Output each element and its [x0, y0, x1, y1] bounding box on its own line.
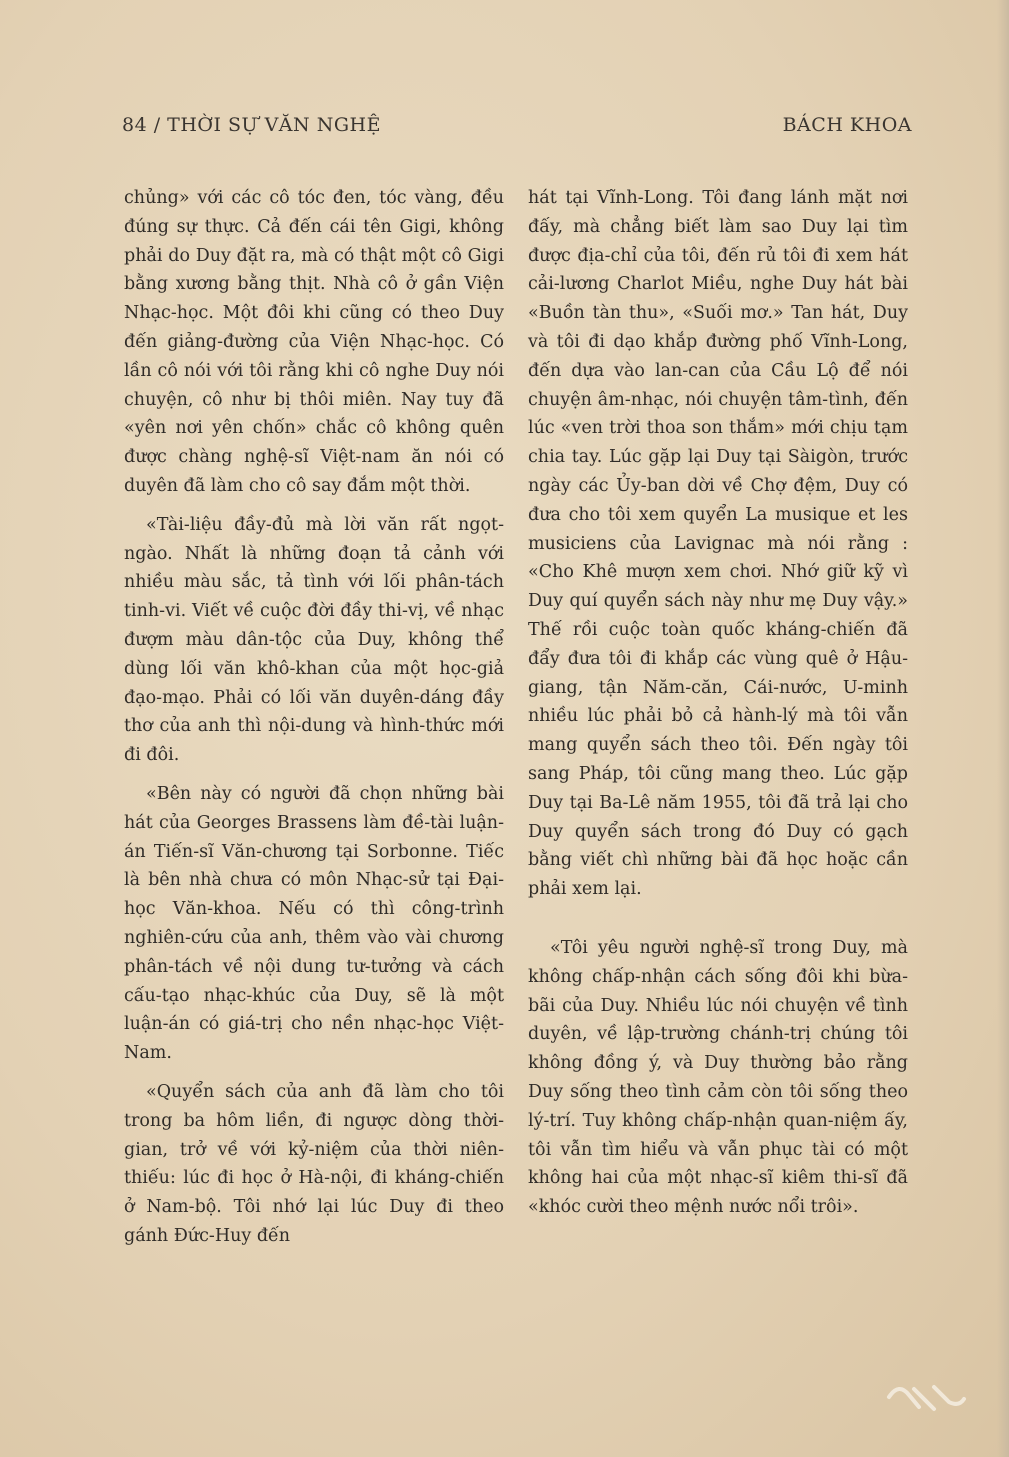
- running-header: [122, 114, 912, 146]
- page-edge: [997, 0, 1009, 1457]
- right-column: [528, 184, 908, 1222]
- paragraph: «Tài-liệu đầy-đủ mà lời văn rất ngọt-ngào. Nhất là những đoạn tả cảnh với nhiều màu sắc, tả tình với lối phân-tách tinh-vi. Viết về cuộc đời đầy thi-vị, về nhạc đượm màu dân-tộc của Duy, không thể dùng lối văn khô-khan của một học-giả đạo-mạo. Phải có lối văn duyên-dáng đầy thơ của anh thì nội-dung và hình-thức mới đi đôi.: [124, 514, 504, 766]
- paragraph: «Tôi yêu người nghệ-sĩ trong Duy, mà không chấp-nhận cách sống đôi khi bừa-bãi của Duy. Nhiều lúc nói chuyện về tình duyên, về lập-trường chánh-trị chúng tôi không đồng ý, và Duy thường bảo rằng Duy sống theo tình cảm còn tôi sống theo lý-trí. Tuy không chấp-nhận quan-niệm ấy, tôi vẫn tìm hiểu và vẫn phục tài có một không hai của một nhạc-sĩ kiêm thi-sĩ đã «khóc cười theo mệnh nước nổi trôi».: [528, 937, 908, 1218]
- paragraph: chủng» với các cô tóc đen, tóc vàng, đều đúng sự thực. Cả đến cái tên Gigi, không phải do Duy đặt ra, mà có thật một cô Gigi bằng xương bằng thịt. Nhà cô ở gần Viện Nhạc-học. Một đôi khi cũng có theo Duy đến giảng-đường của Viện Nhạc-học. Có lần cô nói với tôi rằng khi cô nghe Duy nói chuyện, cô như bị thôi miên. Nay tuy đã «yên nơi yên chốn» chắc cô không quên được chàng nghệ-sĩ Việt-nam ăn nói có duyên đã làm cho cô say đắm một thời.: [124, 188, 504, 496]
- page-number-section-title: 84 / THỜI SỰ VĂN NGHỆ: [122, 114, 381, 136]
- magazine-title: BÁCH KHOA: [782, 114, 912, 136]
- left-column: [124, 184, 504, 1251]
- paragraph: «Quyển sách của anh đã làm cho tôi trong ba hôm liền, đi ngược dòng thời-gian, trở về với kỷ-niệm của thời niên-thiếu: lúc đi học ở Hà-nội, đi kháng-chiến ở Nam-bộ. Tôi nhớ lại lúc Duy đi theo gánh Đức-Huy đến: [124, 1081, 504, 1246]
- paragraph: hát tại Vĩnh-Long. Tôi đang lánh mặt nơi đấy, mà chẳng biết làm sao Duy lại tìm được địa-chỉ của tôi, đến rủ tôi đi xem hát cải-lương Charlot Miều, nghe Duy hát bài «Buồn tàn thu», «Suối mơ.» Tan hát, Duy và tôi đi dạo khắp đường phố Vĩnh-Long, đến dựa vào lan-can của Cầu Lộ để nói chuyện âm-nhạc, nói chuyện tâm-tình, đến lúc «ven trời thoa son thắm» mới chịu tạm chia tay. Lúc gặp lại Duy tại Sàigòn, trước ngày các Ủy-ban dời về Chợ đệm, Duy có đưa cho tôi xem quyển La musique et les musiciens của Lavignac mà nói rằng : «Cho Khê mượn xem chơi. Nhớ giữ kỹ vì Duy quí quyển sách này như mẹ Duy vậy.» Thế rồi cuộc toàn quốc kháng-chiến đã đẩy đưa tôi đi khắp các vùng quê ở Hậu-giang, tận Năm-căn, Cái-nước, U-minh nhiều lúc phải bỏ cả hành-lý mà tôi vẫn mang quyển sách theo tôi. Đến ngày tôi sang Pháp, tôi cũng mang theo. Lúc gặp Duy tại Ba-Lê năm 1955, tôi đã trả lại cho Duy quyển sách trong đó Duy có gạch bằng viết chì những bài đã học hoặc cần phải xem lại.: [528, 188, 908, 900]
- paragraph: «Bên này có người đã chọn những bài hát của Georges Brassens làm đề-tài luận-án Tiến-sĩ Văn-chương tại Sorbonne. Tiếc là bên nhà chưa có môn Nhạc-sử tại Đại-học Văn-khoa. Nếu có thì công-trình nghiên-cứu của anh, thêm vào vài chương phân-tách về nội dung tư-tưởng và cách cấu-tạo nhạc-khúc của Duy, sẽ là một luận-án có giá-trị cho nền nhạc-học Việt-Nam.: [124, 783, 504, 1064]
- paper-mark: [879, 1377, 969, 1417]
